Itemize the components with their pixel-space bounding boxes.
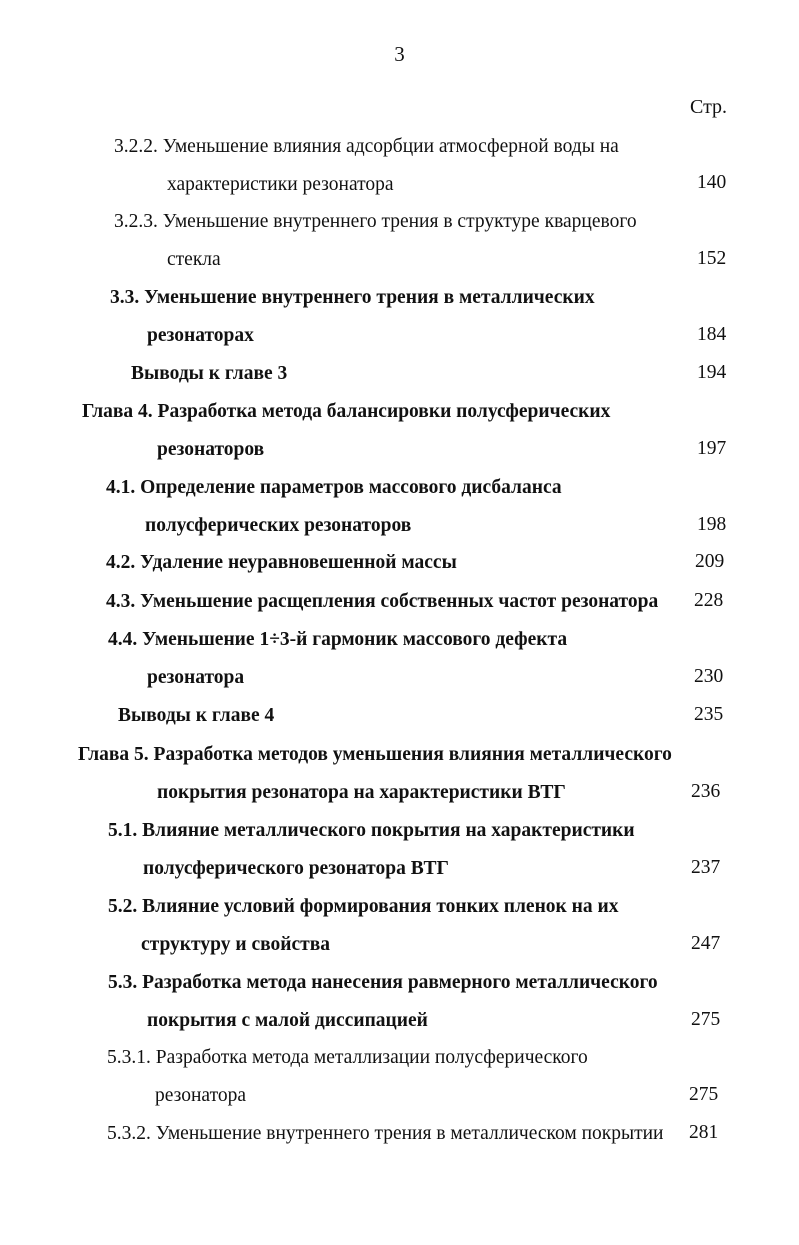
toc-page-number: 228: [694, 590, 724, 611]
toc-entry-4-2: 4.2. Удаление неуравновешенной массы: [106, 552, 457, 573]
toc-entry-5-3-cont: покрытия с малой диссипацией: [147, 1010, 428, 1031]
page-number: 3: [394, 42, 405, 66]
toc-page-number: 236: [691, 781, 721, 802]
toc-entry-3-3-cont: резонаторах: [147, 325, 254, 346]
toc-page-number: 152: [697, 248, 727, 269]
toc-chapter-4-cont: резонаторов: [157, 439, 265, 460]
toc-entry-5-3: 5.3. Разработка метода нанесения равмерного металлического: [108, 972, 658, 993]
toc-page-number: 184: [697, 324, 727, 345]
toc-page-number: 247: [691, 933, 721, 954]
toc-page-number: 209: [695, 551, 725, 572]
toc-page-number: 237: [691, 857, 721, 878]
toc-chapter-4: Глава 4. Разработка метода балансировки полусферических: [82, 401, 611, 422]
toc-entry-4-1: 4.1. Определение параметров массового дисбаланса: [106, 477, 562, 498]
toc-entry-3-2-3: 3.2.3. Уменьшение внутреннего трения в структуре кварцевого: [114, 211, 637, 232]
toc-entry-5-1: 5.1. Влияние металлического покрытия на характеристики: [108, 820, 635, 841]
toc-page-number: 275: [689, 1084, 719, 1105]
toc-entry-5-3-2: 5.3.2. Уменьшение внутреннего трения в металлическом покрытии: [107, 1123, 664, 1144]
toc-entry-5-3-1-cont: резонатора: [155, 1085, 246, 1106]
toc-entry-3-2-2: 3.2.2. Уменьшение влияния адсорбции атмосферной воды на: [114, 136, 619, 157]
page-column-label: Стр.: [690, 96, 728, 118]
toc-entry-5-1-cont: полусферического резонатора ВТГ: [143, 858, 449, 879]
toc-chapter-5: Глава 5. Разработка методов уменьшения влияния металлического: [78, 744, 672, 765]
toc-entry-3-2-3-cont: стекла: [167, 249, 221, 270]
toc-page-number: 235: [694, 704, 724, 725]
toc-entry-5-3-1: 5.3.1. Разработка метода металлизации полусферического: [107, 1047, 588, 1068]
toc-entry-4-4-cont: резонатора: [147, 667, 245, 688]
toc-entry-3-3: 3.3. Уменьшение внутреннего трения в металлических: [110, 287, 595, 308]
toc-page-number: 275: [691, 1009, 721, 1030]
toc-entry-3-2-2-cont: характеристики резонатора: [167, 174, 394, 195]
toc-entry-4-1-cont: полусферических резонаторов: [145, 515, 412, 536]
toc-page-number: 197: [697, 438, 727, 459]
toc-page-number: 140: [697, 172, 727, 193]
toc-entry-conclusions-4: Выводы к главе 4: [118, 705, 275, 726]
toc-page-number: 230: [694, 666, 724, 687]
toc-page-number: 198: [697, 514, 727, 535]
toc-page-number: 194: [697, 362, 727, 383]
toc-entry-conclusions-3: Выводы к главе 3: [131, 363, 288, 384]
toc-entry-4-4: 4.4. Уменьшение 1÷3-й гармоник массового дефекта: [108, 629, 568, 650]
toc-chapter-5-cont: покрытия резонатора на характеристики ВТГ: [157, 782, 566, 803]
toc-entry-5-2: 5.2. Влияние условий формирования тонких пленок на их: [108, 896, 619, 917]
toc-page-number: 281: [689, 1122, 719, 1143]
toc-entry-5-2-cont: структуру и свойства: [141, 934, 330, 955]
toc-entry-4-3: 4.3. Уменьшение расщепления собственных частот резонатора: [106, 591, 659, 612]
